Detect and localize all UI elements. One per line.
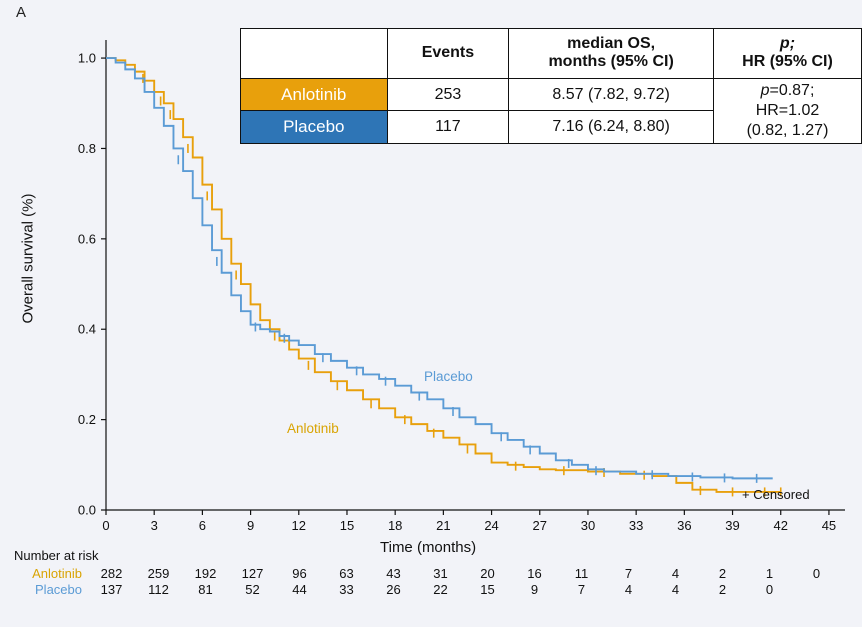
x-tick-label: 36 bbox=[677, 518, 692, 533]
risk-cell: 4 bbox=[624, 581, 633, 597]
x-tick-label: 12 bbox=[291, 518, 307, 533]
number-at-risk-title: Number at risk bbox=[14, 548, 99, 563]
y-tick-label: 0.6 bbox=[77, 231, 96, 247]
x-tick-label: 15 bbox=[339, 518, 355, 533]
risk-row bbox=[14, 565, 840, 581]
table-header-median-line1: median OS, bbox=[567, 35, 656, 52]
y-tick-label: 0.4 bbox=[77, 321, 96, 337]
table-header-p-line1: p; bbox=[779, 35, 796, 52]
table-header-blank bbox=[241, 29, 388, 79]
risk-cell: 2 bbox=[718, 565, 727, 581]
risk-cell: 44 bbox=[292, 581, 307, 597]
y-tick-label: 0.0 bbox=[77, 502, 96, 518]
x-tick-label: 9 bbox=[246, 518, 255, 533]
series-label-anlotinib: Anlotinib bbox=[287, 421, 339, 436]
table-header-row bbox=[241, 29, 862, 79]
risk-cell: 4 bbox=[671, 581, 680, 597]
number-at-risk-table bbox=[14, 565, 840, 597]
risk-cell: 43 bbox=[386, 565, 401, 581]
risk-cell: 15 bbox=[480, 581, 495, 597]
risk-cell: 16 bbox=[527, 565, 542, 581]
risk-cell: 96 bbox=[292, 565, 307, 581]
risk-cell: 137 bbox=[100, 581, 123, 597]
risk-cell: 0 bbox=[812, 565, 821, 581]
risk-row-label: Anlotinib bbox=[32, 565, 82, 581]
x-tick-label: 33 bbox=[628, 518, 644, 533]
risk-cell: 112 bbox=[148, 581, 169, 597]
risk-cell: 22 bbox=[433, 581, 448, 597]
risk-cell: 20 bbox=[480, 565, 495, 581]
risk-cell: 33 bbox=[339, 581, 354, 597]
median-os-cell-anlotinib: 8.57 (7.82, 9.72) bbox=[509, 78, 714, 111]
risk-row-label: Placebo bbox=[35, 581, 82, 597]
x-tick-label: 30 bbox=[580, 518, 596, 533]
panel-letter: A bbox=[16, 4, 27, 21]
risk-cell: 9 bbox=[530, 581, 539, 597]
censor-marks-placebo bbox=[178, 155, 756, 483]
risk-cell bbox=[793, 581, 840, 597]
x-tick-label: 18 bbox=[387, 518, 403, 533]
group-cell-anlotinib: Anlotinib bbox=[241, 78, 388, 111]
y-tick-label: 1.0 bbox=[77, 50, 96, 66]
median-os-cell-placebo: 7.16 (6.24, 8.80) bbox=[509, 111, 714, 144]
risk-cell: 2 bbox=[718, 581, 727, 597]
risk-cell: 7 bbox=[577, 581, 586, 597]
x-tick-label: 6 bbox=[198, 518, 207, 533]
events-cell-placebo: 117 bbox=[387, 111, 509, 144]
x-tick-label: 21 bbox=[436, 518, 451, 533]
risk-cell: 0 bbox=[765, 581, 774, 597]
risk-cell: 31 bbox=[433, 565, 448, 581]
risk-cell: 1 bbox=[765, 565, 774, 581]
table-header-p-line2: HR (95% CI) bbox=[742, 53, 833, 71]
y-axis-title: Overall survival (%) bbox=[19, 193, 37, 324]
x-tick-label: 27 bbox=[532, 518, 547, 533]
risk-cell: 81 bbox=[198, 581, 213, 597]
x-tick-label: 39 bbox=[725, 518, 740, 533]
x-tick-label: 0 bbox=[102, 518, 110, 533]
table-header-median-line2: months (95% CI) bbox=[548, 53, 674, 71]
y-tick-label: 0.2 bbox=[77, 412, 96, 428]
p-value-line2: HR=1.02 bbox=[755, 101, 820, 119]
x-tick-label: 42 bbox=[773, 518, 788, 533]
group-cell-placebo: Placebo bbox=[241, 111, 388, 144]
y-tick-label: 0.8 bbox=[77, 140, 96, 156]
table-row bbox=[241, 78, 862, 111]
p-value-cell bbox=[713, 78, 861, 143]
risk-row bbox=[14, 581, 840, 597]
risk-cell: 259 bbox=[147, 565, 170, 581]
risk-cell: 26 bbox=[386, 581, 401, 597]
p-value-line1: p=0.87; bbox=[760, 81, 815, 99]
x-tick-label: 3 bbox=[150, 518, 158, 533]
risk-cell: 4 bbox=[671, 565, 680, 581]
number-at-risk-block bbox=[14, 548, 840, 597]
risk-cell: 7 bbox=[624, 565, 633, 581]
table-header-median-os bbox=[509, 29, 714, 79]
events-cell-anlotinib: 253 bbox=[387, 78, 509, 111]
risk-cell: 52 bbox=[245, 581, 260, 597]
risk-cell: 11 bbox=[574, 565, 589, 581]
risk-cell: 282 bbox=[100, 565, 123, 581]
summary-table bbox=[240, 28, 862, 144]
p-value-line1-rest: =0.87; bbox=[769, 81, 815, 99]
risk-cell: 127 bbox=[241, 565, 264, 581]
risk-cell: 192 bbox=[194, 565, 217, 581]
p-value-line3: (0.82, 1.27) bbox=[746, 121, 829, 139]
censored-note: + Censored bbox=[742, 487, 810, 502]
x-tick-label: 24 bbox=[484, 518, 499, 533]
table-header-events: Events bbox=[387, 29, 509, 79]
table-header-pvalue bbox=[713, 29, 861, 79]
x-axis-title: Time (months) bbox=[380, 539, 477, 556]
series-label-placebo: Placebo bbox=[424, 369, 473, 384]
risk-cell: 63 bbox=[339, 565, 354, 581]
x-tick-label: 45 bbox=[821, 518, 837, 533]
